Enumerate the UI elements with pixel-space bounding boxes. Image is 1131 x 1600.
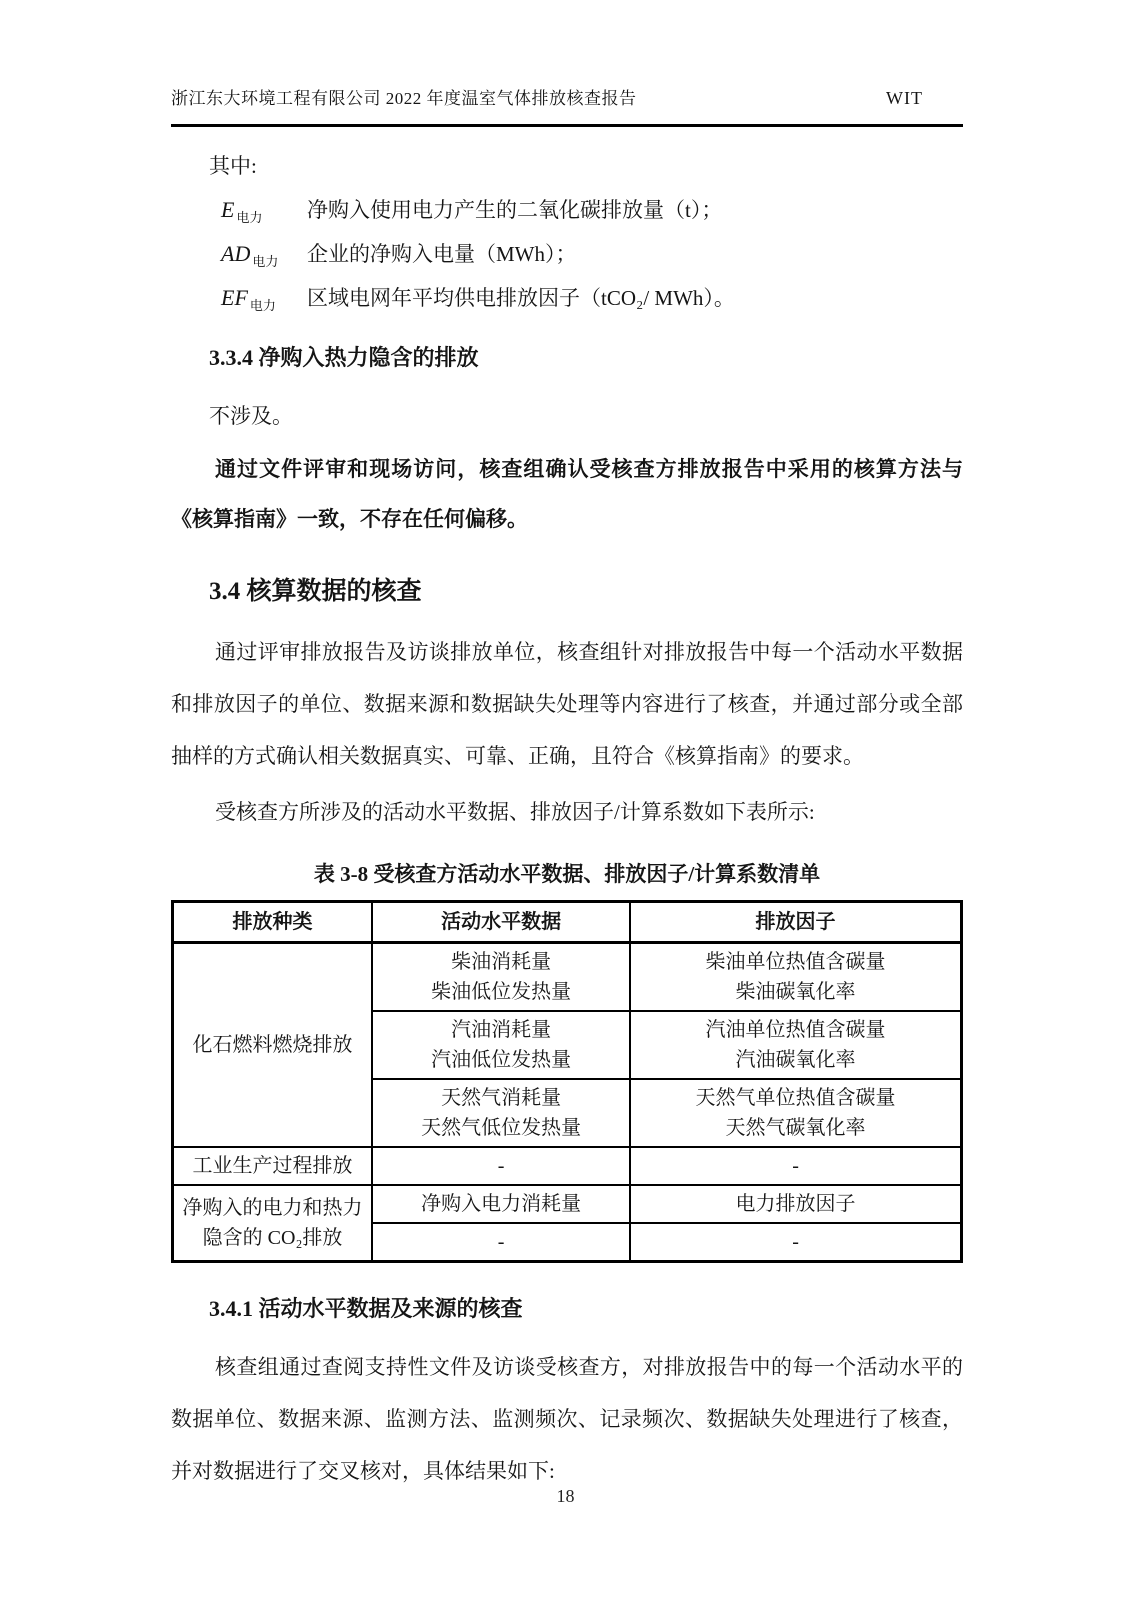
- table-cell-activity: 汽油消耗量 汽油低位发热量: [372, 1011, 630, 1079]
- table-cell-activity: -: [372, 1223, 630, 1262]
- table-cell-factor: 汽油单位热值含碳量 汽油碳氧化率: [630, 1011, 961, 1079]
- table-cell-activity: 柴油消耗量 柴油低位发热量: [372, 943, 630, 1012]
- table-cell-factor: -: [630, 1223, 961, 1262]
- table-caption: 表 3-8 受核查方活动水平数据、排放因子/计算系数清单: [313, 862, 821, 886]
- table-cell-factor: -: [630, 1147, 961, 1185]
- section-heading-3-3-4: 3.3.4 净购入热力隐含的排放: [209, 345, 479, 370]
- page-header: [171, 84, 963, 127]
- table-cell-category-electricity: 净购入的电力和热力 隐含的 CO₂排放: [173, 1185, 373, 1262]
- table-cell-factor: 电力排放因子: [630, 1185, 961, 1223]
- section-heading-3-4-1: 3.4.1 活动水平数据及来源的核查: [209, 1296, 523, 1321]
- paragraph-conclusion-bold: 通过文件评审和现场访问，核查组确认受核查方排放报告中采用的核算方法与《核算指南》一致，不存在任何偏移。: [171, 457, 963, 531]
- table-cell-category-fossil: 化石燃料燃烧排放: [173, 943, 373, 1148]
- table-row-industrial: [173, 1147, 962, 1185]
- table-cell-activity: -: [372, 1147, 630, 1185]
- table-cell-activity: 净购入电力消耗量: [372, 1185, 630, 1223]
- table-header-factor: 排放因子: [630, 902, 961, 943]
- table-row-electricity: [173, 1185, 962, 1223]
- table-cell-factor: 柴油单位热值含碳量 柴油碳氧化率: [630, 943, 961, 1012]
- table-cell-factor: 天然气单位热值含碳量 天然气碳氧化率: [630, 1079, 961, 1147]
- definition-item-ef: [221, 282, 963, 312]
- table-header-species: 排放种类: [173, 902, 373, 943]
- definitions-intro: 其中:: [209, 154, 257, 178]
- variable-subscript: 电力: [249, 298, 276, 314]
- definition-item-e: [221, 194, 963, 224]
- header-logo: WIT: [886, 88, 923, 108]
- paragraph-3-4-1-body: 核查组通过查阅支持性文件及访谈受核查方，对排放报告中的每一个活动水平的数据单位、数据来源、监测方法、监测频次、记录频次、数据缺失处理进行了核查，并对数据进行了交叉核对，具体结果如下:: [171, 1355, 963, 1483]
- content-area: [171, 84, 963, 1497]
- paragraph-table-intro: 受核查方所涉及的活动水平数据、排放因子/计算系数如下表所示:: [215, 800, 815, 824]
- header-title: 浙江东大环境工程有限公司 2022 年度温室气体排放核查报告: [171, 89, 637, 108]
- paragraph-3-4-body: 通过评审排放报告及访谈排放单位，核查组针对排放报告中每一个活动水平数据和排放因子的单位、数据来源和数据缺失处理等内容进行了核查，并通过部分或全部抽样的方式确认相关数据真实、可靠、正确，且符合《核算指南》的要求。: [171, 640, 963, 768]
- paragraph-not-applicable: 不涉及。: [209, 404, 293, 428]
- variable-description: 企业的净购入电量（MWh）；: [307, 242, 577, 266]
- activity-data-table: [171, 900, 963, 1263]
- variable-symbol-e: E $_{电力}$: [221, 197, 263, 226]
- table-cell-activity: 天然气消耗量 天然气低位发热量: [372, 1079, 630, 1147]
- table-cell-category-industrial: 工业生产过程排放: [173, 1147, 373, 1185]
- table-header-activity: 活动水平数据: [372, 902, 630, 943]
- variable-subscript: 电力: [252, 254, 279, 270]
- page-number: 18: [556, 1486, 575, 1506]
- table-header-row: [173, 902, 962, 943]
- variable-description: 净购入使用电力产生的二氧化碳排放量（t）；: [307, 198, 723, 222]
- variable-description: 区域电网年平均供电排放因子（tCO₂/ MWh）。: [307, 286, 735, 310]
- definition-item-ad: [221, 238, 963, 268]
- variable-symbol-ad: AD $_{电力}$: [221, 241, 279, 270]
- variable-subscript: 电力: [236, 210, 263, 226]
- variable-symbol-ef: EF $_{电力}$: [221, 285, 276, 314]
- table-row-fossil-diesel: [173, 943, 962, 1012]
- section-heading-3-4: 3.4 核算数据的核查: [209, 578, 422, 605]
